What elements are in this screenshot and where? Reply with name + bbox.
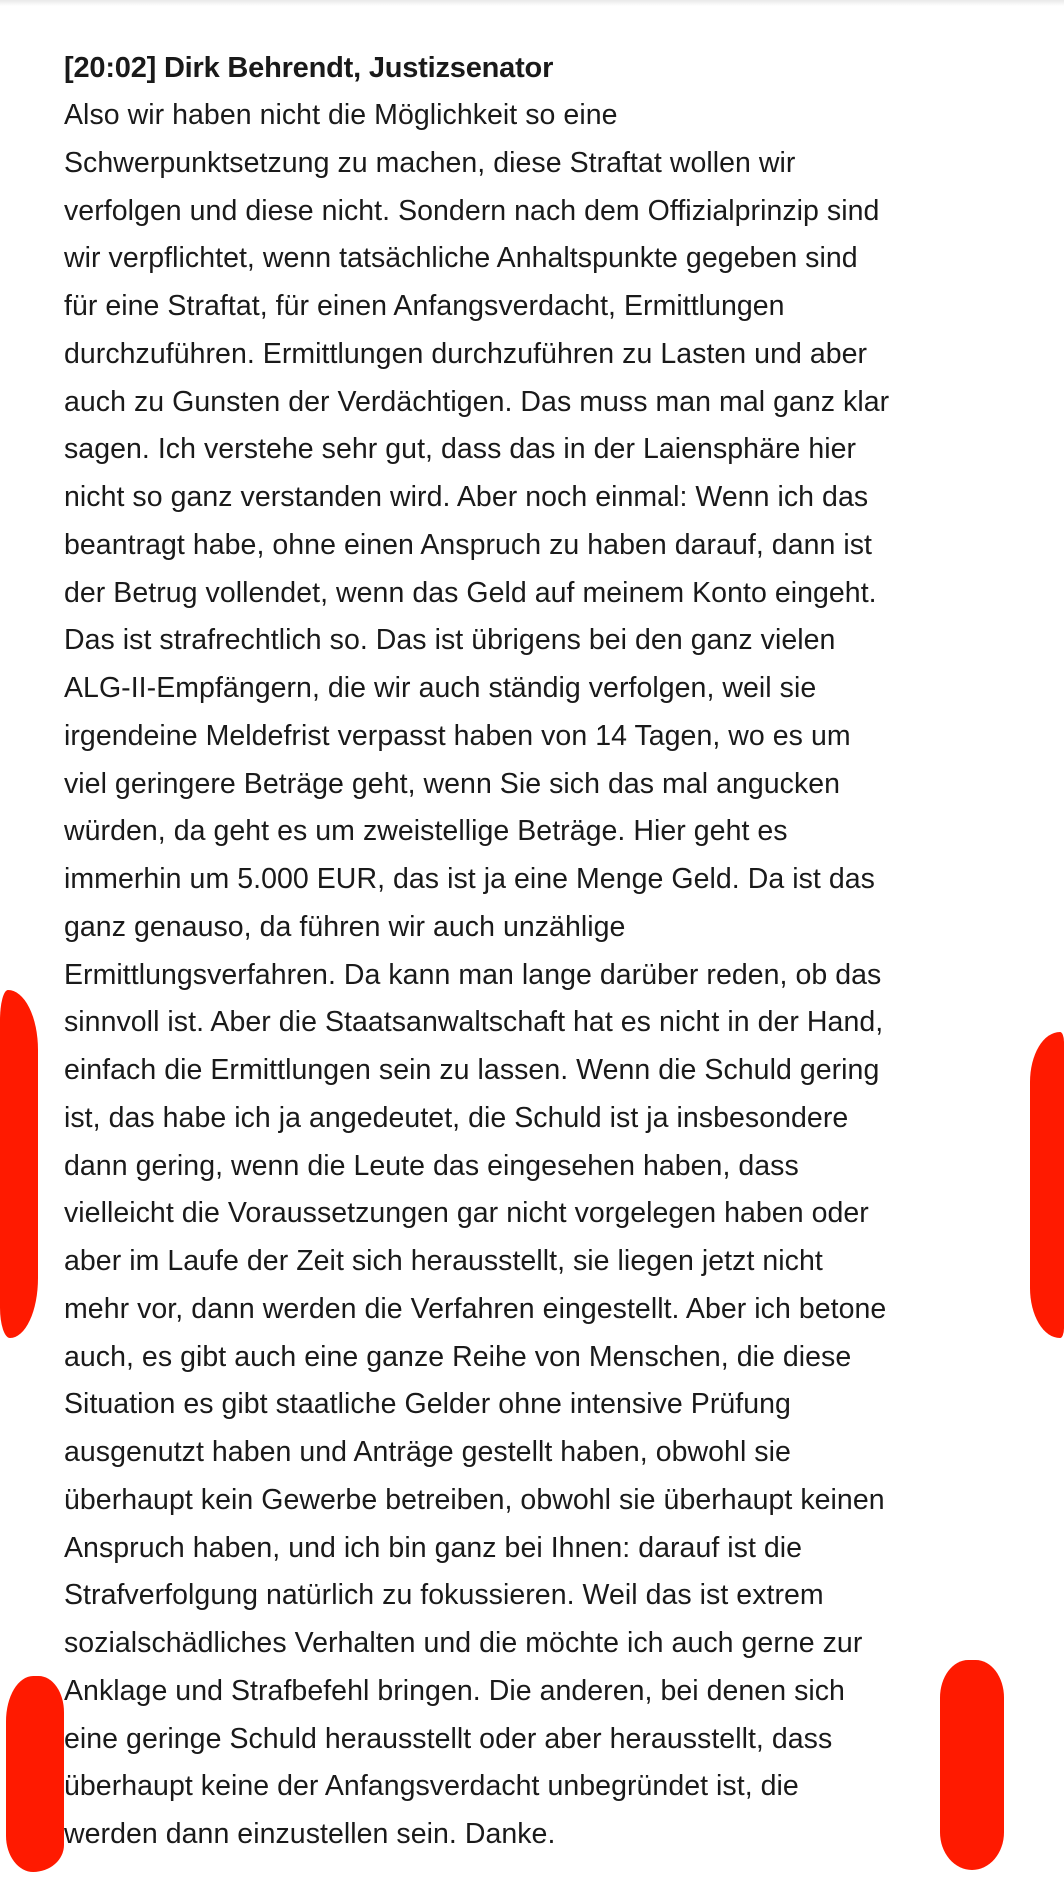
transcript-line: irgendeine Meldefrist verpasst haben von 14 Tagen, wo es um <box>64 719 851 752</box>
speaker-heading: [20:02] Dirk Behrendt, Justizsenator <box>64 52 554 84</box>
transcript-line: der Betrug vollendet, wenn das Geld auf meinem Konto eingeht. <box>64 576 877 609</box>
transcript-line: werden dann einzustellen sein. Danke. <box>64 1818 556 1850</box>
transcript-line: würden, da geht es um zweistellige Beträge. Hier geht es <box>64 815 788 848</box>
left-red-mark-lower <box>6 1676 64 1872</box>
transcript-line: Also wir haben nicht die Möglichkeit so eine <box>64 99 618 131</box>
transcript-line: Das ist strafrechtlich so. Das ist übrigens bei den ganz vielen <box>64 624 836 657</box>
transcript-line: ausgenutzt haben und Anträge gestellt haben, obwohl sie <box>64 1436 791 1468</box>
transcript-line: dann gering, wenn die Leute das eingesehen haben, dass <box>64 1149 799 1182</box>
transcript-line: Anklage und Strafbefehl bringen. Die anderen, bei denen sich <box>64 1674 845 1707</box>
transcript-line: nicht so ganz verstanden wird. Aber noch einmal: Wenn ich das <box>64 481 869 513</box>
transcript-line: für eine Straftat, für einen Anfangsverdacht, Ermittlungen <box>64 290 785 322</box>
transcript-line: Schwerpunktsetzung zu machen, diese Straftat wollen wir <box>64 146 796 179</box>
transcript-line: mehr vor, dann werden die Verfahren eingestellt. Aber ich betone <box>64 1292 887 1325</box>
top-shadow <box>0 0 1064 6</box>
transcript-line: aber im Laufe der Zeit sich herausstellt, sie liegen jetzt nicht <box>64 1245 823 1277</box>
transcript-line: sinnvoll ist. Aber die Staatsanwaltschaft hat es nicht in der Hand, <box>64 1006 884 1039</box>
transcript-line: verfolgen und diese nicht. Sondern nach dem Offizialprinzip sind <box>64 194 880 227</box>
transcript-block <box>64 46 1004 1859</box>
transcript-line: ALG-II-Empfängern, die wir auch ständig verfolgen, weil sie <box>64 672 817 704</box>
transcript-line: viel geringere Beträge geht, wenn Sie sich das mal angucken <box>64 767 841 800</box>
transcript-line: überhaupt keine der Anfangsverdacht unbegründet ist, die <box>64 1770 799 1803</box>
transcript-line: wir verpflichtet, wenn tatsächliche Anhaltspunkte gegeben sind <box>64 242 858 275</box>
transcript-line: beantragt habe, ohne einen Anspruch zu haben darauf, dann ist <box>64 528 873 561</box>
transcript-line: ganz genauso, da führen wir auch unzählige <box>64 910 626 943</box>
transcript-line: auch zu Gunsten der Verdächtigen. Das muss man mal ganz klar <box>64 385 890 418</box>
transcript-paragraph <box>64 92 1004 1859</box>
transcript-line: Anspruch haben, und ich bin ganz bei Ihnen: darauf ist die <box>64 1531 803 1564</box>
transcript-line: Ermittlungsverfahren. Da kann man lange darüber reden, ob das <box>64 958 882 991</box>
transcript-line: sagen. Ich verstehe sehr gut, dass das in der Laiensphäre hier <box>64 433 857 466</box>
right-red-mark-upper <box>1030 1032 1064 1338</box>
transcript-line: vielleicht die Voraussetzungen gar nicht vorgelegen haben oder <box>64 1197 869 1230</box>
transcript-line: durchzuführen. Ermittlungen durchzuführen zu Lasten und aber <box>64 337 868 370</box>
transcript-line: immerhin um 5.000 EUR, das ist ja eine Menge Geld. Da ist das <box>64 863 875 895</box>
transcript-line: auch, es gibt auch eine ganze Reihe von Menschen, die diese <box>64 1340 852 1373</box>
transcript-line: eine geringe Schuld herausstellt oder aber herausstellt, dass <box>64 1722 833 1755</box>
transcript-line: Strafverfolgung natürlich zu fokussieren. Weil das ist extrem <box>64 1579 824 1612</box>
transcript-line: ist, das habe ich ja angedeutet, die Schuld ist ja insbesondere <box>64 1101 849 1134</box>
left-red-mark-upper <box>0 990 38 1338</box>
transcript-line: Situation es gibt staatliche Gelder ohne intensive Prüfung <box>64 1388 791 1421</box>
transcript-line: überhaupt kein Gewerbe betreiben, obwohl sie überhaupt keinen <box>64 1483 885 1516</box>
transcript-line: sozialschädliches Verhalten und die möchte ich auch gerne zur <box>64 1627 863 1659</box>
transcript-line: einfach die Ermittlungen sein zu lassen. Wenn die Schuld gering <box>64 1054 880 1086</box>
